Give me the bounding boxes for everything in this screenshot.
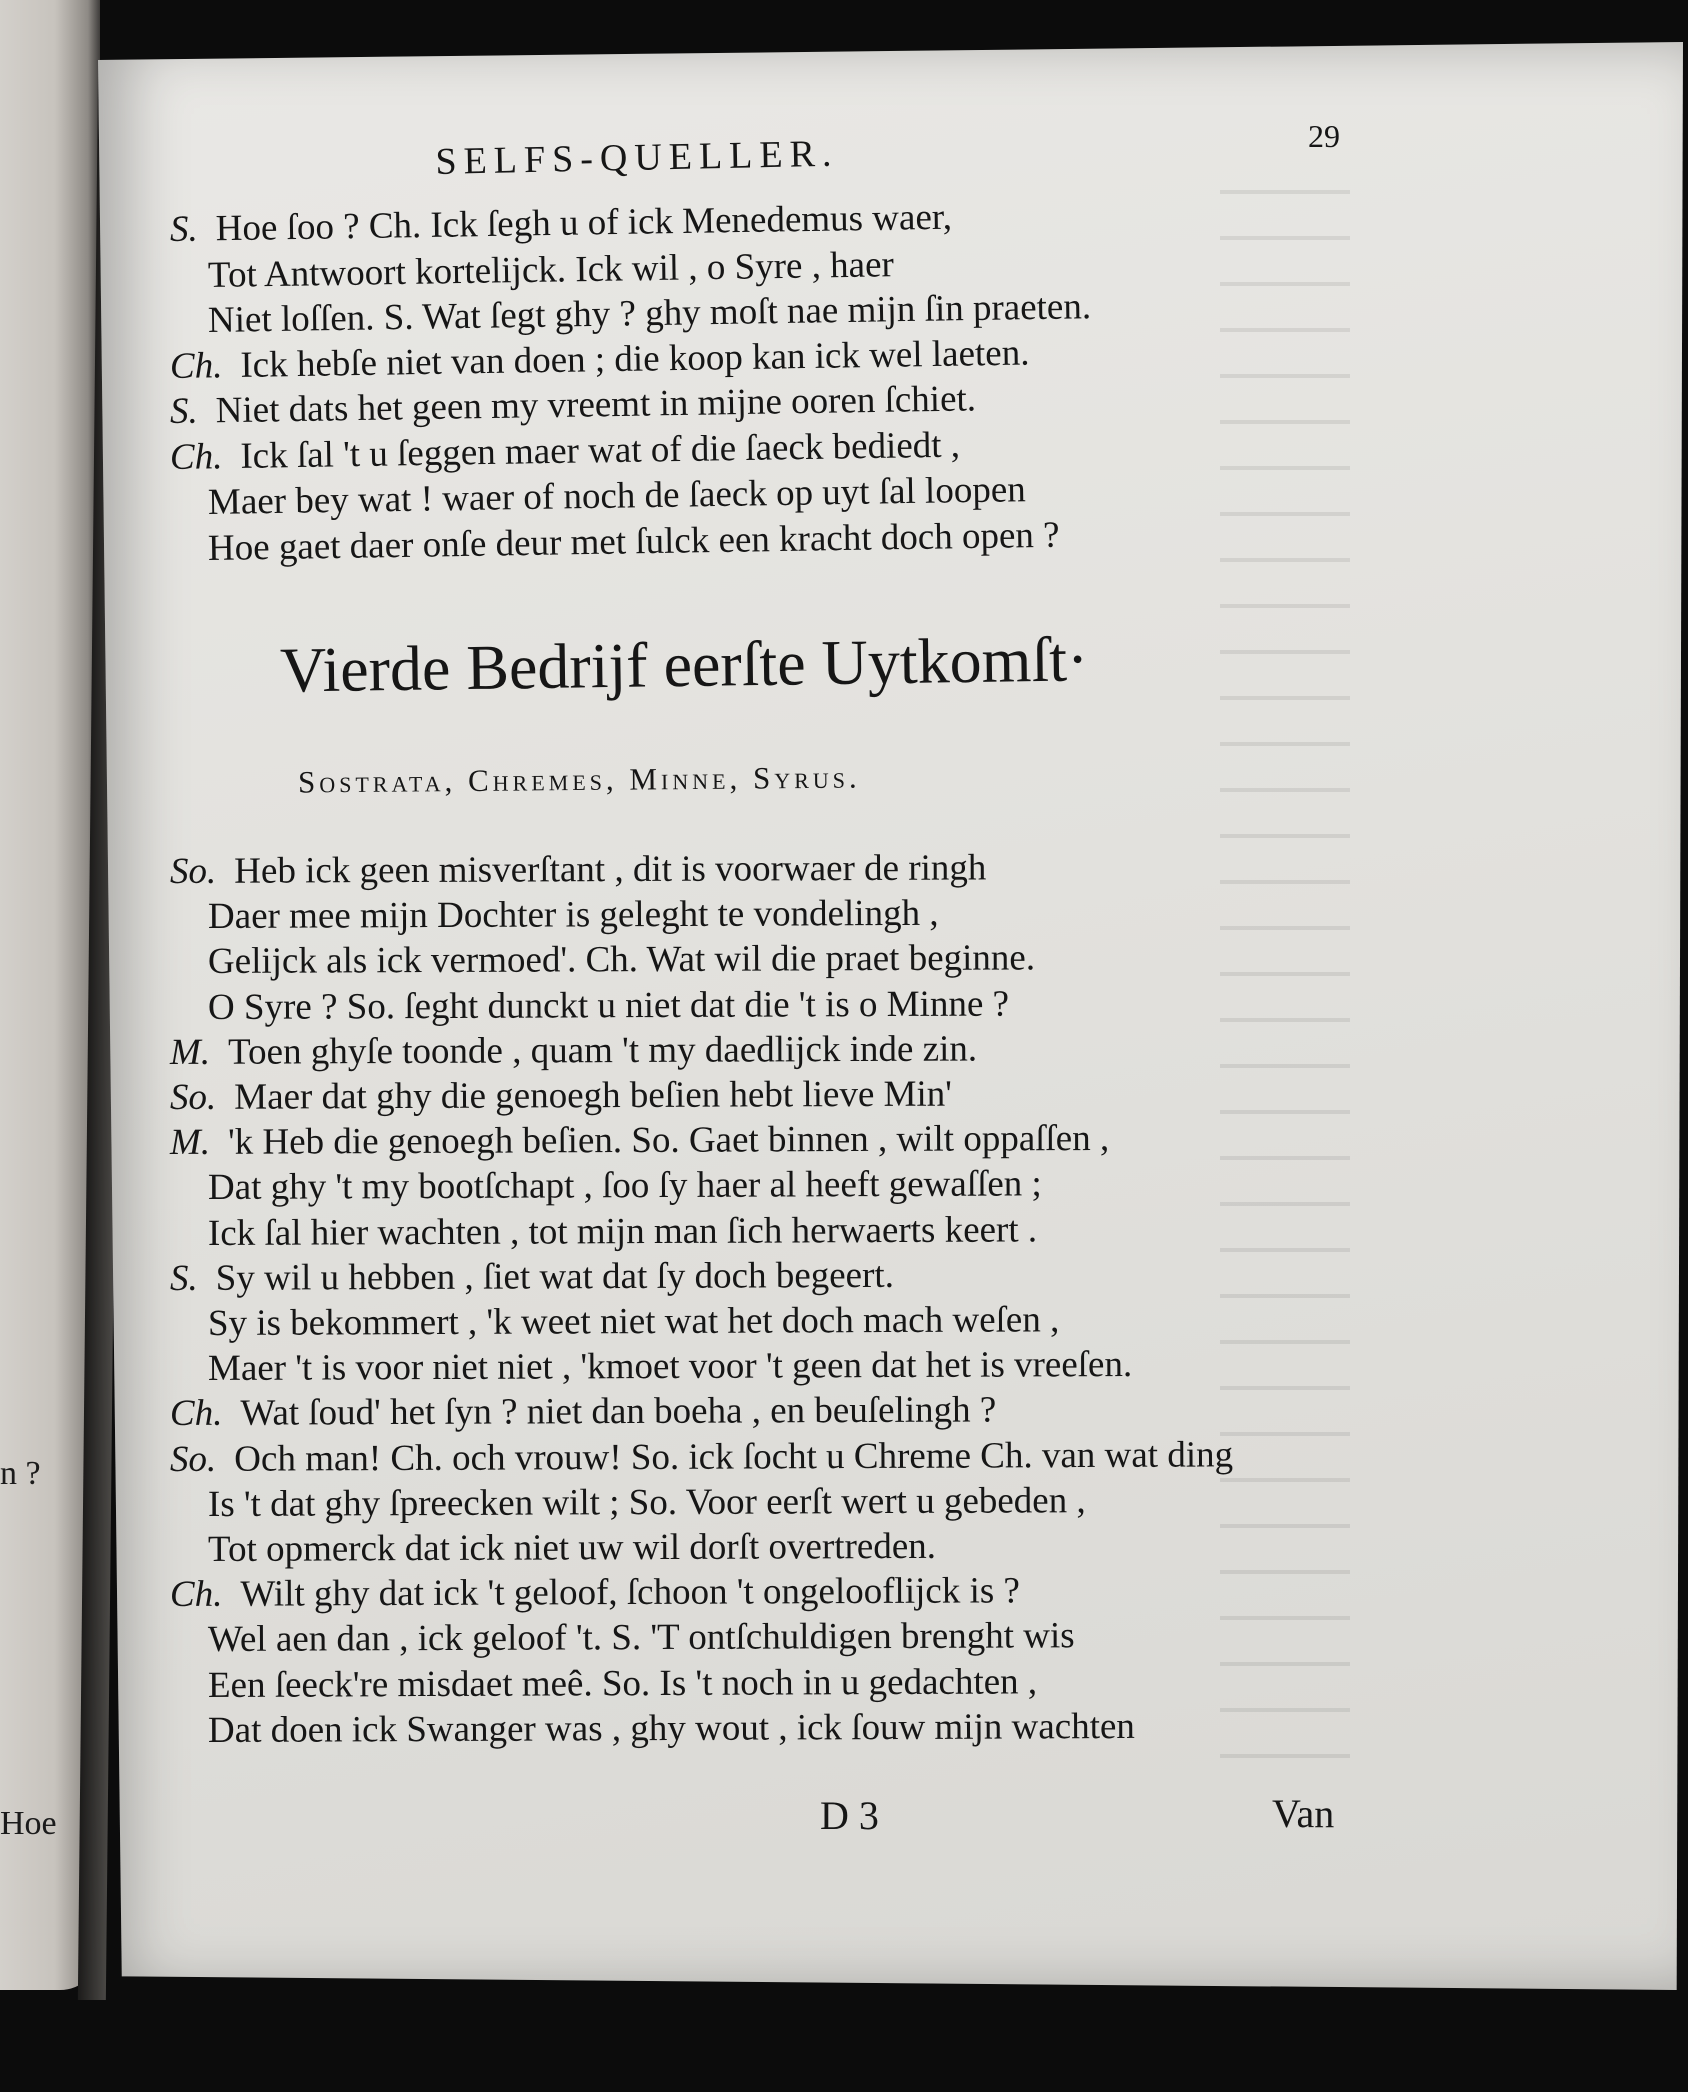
verse-text: Maer bey wat ! waer of noch de ſaeck op uyt ſal loopen: [207, 469, 1027, 523]
verse-line: [208, 1615, 1075, 1662]
verse-line: [208, 1479, 1086, 1526]
verse-text: Gelijck als ick vermoed'. Ch. Wat wil die praet beginne.: [207, 937, 1036, 983]
verse-text: Tot Antwoort kortelijck. Ick wil , o Syre , haer: [207, 243, 895, 296]
facing-page-fragment: Hoe: [0, 1805, 57, 1842]
speaker-tag: Ch.: [169, 1393, 223, 1435]
speaker-tag: S.: [169, 208, 199, 250]
verse-text: Toen ghyſe toonde , quam 't my daedlijck inde zin.: [227, 1028, 978, 1073]
verse-text: Dat ghy 't my bootſchapt , ſoo ſy haer al heeft gewaſſen ;: [207, 1163, 1042, 1209]
verse-text: Maer dat ghy die genoegh beſien hebt lieve Min': [234, 1073, 953, 1118]
speaker-tag: Ch.: [169, 344, 223, 387]
verse-line: [208, 243, 894, 297]
verse-line: [170, 1073, 952, 1119]
cast-list: Sostrata, Chremes, Minne, Syrus.: [297, 759, 861, 800]
verse-text: Ick hebſe niet van doen ; die koop kan ick wel laeten.: [240, 332, 1030, 386]
catchword: Van: [1272, 1791, 1335, 1836]
speaker-tag: M.: [169, 1031, 211, 1073]
verse-line: [208, 1163, 1042, 1210]
speaker-tag: So.: [169, 1076, 217, 1118]
verse-text: Hoe gaet daer onſe deur met ſulck een kracht doch open ?: [207, 514, 1060, 569]
page-number: 29: [1308, 118, 1340, 154]
facing-page-fragment: n ?: [0, 1455, 41, 1492]
verse-text: Wat ſoud' het ſyn ? niet dan boeha , en beuſelingh ?: [240, 1389, 997, 1435]
verse-text: Ick ſal hier wachten , tot mijn man ſich herwaerts keert .: [207, 1208, 1038, 1254]
verse-line: [208, 982, 1009, 1028]
act-title: Vierde Bedrijf eerſte Uytkomſt·: [279, 623, 1089, 706]
verse-line: [208, 892, 939, 938]
verse-text: Niet dats het geen my vreemt in mijne ooren ſchiet.: [215, 378, 977, 432]
verse-text: Hoe ſoo ? Ch. Ick ſegh u of ick Menedemus waer,: [215, 196, 953, 250]
verse-text: Och man! Ch. och vrouw! So. ick ſocht u Chreme Ch. van wat ding: [234, 1433, 1234, 1480]
verse-text: Daer mee mijn Dochter is geleght te vondelingh ,: [207, 893, 939, 938]
verse-line: [170, 1569, 1020, 1616]
signature-mark: D 3: [820, 1793, 879, 1838]
verse-text: Sy wil u hebben , ſiet wat dat ſy doch begeert.: [215, 1254, 895, 1299]
speaker-tag: S.: [169, 1257, 198, 1299]
verse-text: 'k Heb die genoegh beſien. So. Gaet binnen , wilt oppaſſen ,: [227, 1118, 1110, 1163]
verse-text: Tot opmerck dat ick niet uw wil dorſt overtreden.: [207, 1525, 937, 1570]
verse-line: [208, 1525, 936, 1571]
verse-text: Maer 't is voor niet niet , 'kmoet voor 't geen dat het is vreeſen.: [207, 1344, 1133, 1390]
verse-line: [170, 1254, 894, 1300]
verse-line: [170, 1389, 996, 1436]
speaker-tag: So.: [169, 850, 217, 892]
verse-text: Ick ſal 't u ſeggen maer wat of die ſaeck bediedt ,: [240, 424, 961, 477]
speaker-tag: Ch.: [169, 1573, 223, 1616]
speaker-tag: S.: [169, 390, 199, 432]
verse-text: Dat doen ick Swanger was , ghy wout , ick ſouw mijn wachten: [207, 1705, 1135, 1751]
verse-line: [208, 1298, 1059, 1345]
verse-line: [208, 1705, 1135, 1752]
running-head: SELFS-QUELLER.: [435, 132, 839, 183]
verse-line: [170, 1433, 1233, 1481]
verse-text: O Syre ? So. ſeght dunckt u niet dat die 't is o Minne ?: [207, 983, 1010, 1028]
verse-text: Niet loſſen. S. Wat ſegt ghy ? ghy moſt nae mijn ſin praeten.: [207, 286, 1092, 341]
verse-text: Is 't dat ghy ſpreecken wilt ; So. Voor eerſt wert u gebeden ,: [207, 1479, 1086, 1525]
verse-text: Heb ick geen misverſtant , dit is voorwaer de ringh: [234, 847, 987, 892]
speaker-tag: So.: [169, 1438, 217, 1480]
verse-line: [170, 846, 987, 893]
verse-line: [208, 1660, 1037, 1707]
verse-text: Een ſeeck're misdaet meê. So. Is 't noch in u gedachten ,: [207, 1660, 1038, 1706]
speaker-tag: M.: [169, 1122, 211, 1164]
verse-text: Wilt ghy dat ick 't geloof, ſchoon 't ongelooflijck is ?: [240, 1570, 1020, 1615]
verse-text: Sy is bekommert , 'k weet niet wat het doch mach weſen ,: [207, 1299, 1060, 1344]
speaker-tag: Ch.: [169, 435, 223, 478]
verse-line: [208, 937, 1035, 984]
verse-text: Wel aen dan , ick geloof 't. S. 'T ontſchuldigen brenght wis: [207, 1615, 1075, 1661]
verse-line: [170, 196, 953, 251]
verse-line: [170, 1027, 977, 1074]
verse-line: [170, 1117, 1109, 1164]
verse-line: [208, 1343, 1132, 1390]
verse-line: [208, 1208, 1037, 1255]
